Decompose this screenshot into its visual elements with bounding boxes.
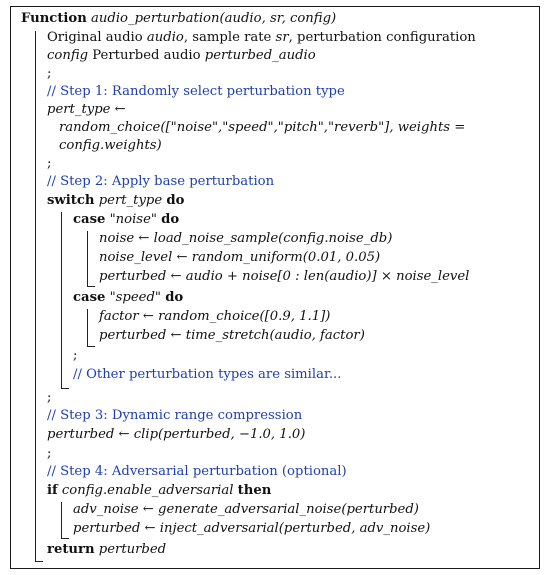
if-then: then (237, 483, 272, 498)
case-keyword: case (73, 212, 106, 227)
switch-keyword: switch (47, 193, 95, 208)
random-choice-call: random_choice(["noise","speed","pitch","reverb"], weights = (59, 120, 466, 135)
output-var: perturbed_audio (204, 48, 316, 63)
switch-variable: pert_type (98, 193, 163, 208)
case-speed-block-line (87, 309, 88, 346)
noise-level: noise_level ← random_uniform(0.01, 0.05) (99, 250, 381, 265)
return-value: perturbed (98, 542, 167, 557)
case-speed-block-end (87, 346, 95, 347)
separator: ; (47, 446, 52, 461)
clip-line: perturbed ← clip(perturbed, −1.0, 1.0) (47, 427, 306, 442)
output-config: config (47, 48, 89, 63)
case-keyword: case (73, 290, 106, 305)
comment-other: // Other perturbation types are similar... (73, 367, 342, 382)
adv-noise: adv_noise ← generate_adversarial_noise(perturbed) (73, 502, 419, 517)
speed-factor: factor ← random_choice([0.9, 1.1]) (99, 309, 331, 324)
if-block-line (61, 502, 62, 538)
adv-inject: perturbed ← inject_adversarial(perturbed, adv_noise) (73, 521, 431, 536)
input-text-e: , perturbation configuration (288, 30, 476, 45)
if-condition: config.enable_adversarial (61, 483, 234, 498)
if-keyword: if (47, 483, 58, 498)
case-value: "noise" (109, 212, 157, 227)
case-speed (73, 290, 183, 305)
if-block-end (61, 538, 69, 539)
separator: ; (73, 348, 78, 363)
input-sr: sr (275, 30, 289, 45)
case-noise-block-end (87, 286, 95, 287)
separator: ; (47, 156, 52, 171)
separator: ; (47, 66, 52, 81)
case-value: "speed" (109, 290, 161, 305)
output-description (47, 48, 316, 63)
if-statement (47, 483, 271, 498)
pert-type-assign: pert_type ← (47, 102, 126, 117)
noise-apply: perturbed ← audio + noise[0 : len(audio)] × noise_level (99, 269, 470, 284)
input-text-c: , sample rate (183, 30, 272, 45)
switch-block-end (61, 388, 69, 389)
case-do: do (161, 212, 180, 227)
comment-step2: // Step 2: Apply base perturbation (47, 174, 275, 189)
input-text-a: Original audio (47, 30, 143, 45)
switch-statement (47, 193, 184, 208)
separator: ; (47, 390, 52, 405)
return-statement (47, 542, 166, 557)
function-block-line (35, 31, 36, 561)
case-do: do (165, 290, 184, 305)
case-noise (73, 212, 179, 227)
function-signature: audio_perturbation(audio, sr, config) (91, 11, 337, 26)
function-header (21, 11, 336, 26)
algorithm-box (10, 6, 540, 569)
input-description (47, 30, 476, 45)
return-keyword: return (47, 542, 95, 557)
comment-step3: // Step 3: Dynamic range compression (47, 408, 303, 423)
comment-step4: // Step 4: Adversarial perturbation (optional) (47, 464, 347, 479)
function-block-end (35, 561, 43, 562)
output-text: Perturbed audio (92, 48, 201, 63)
noise-load: noise ← load_noise_sample(config.noise_db) (99, 231, 393, 246)
random-choice-weights: config.weights) (59, 138, 162, 153)
case-noise-block-line (87, 231, 88, 286)
input-audio: audio (146, 30, 184, 45)
switch-do: do (166, 193, 185, 208)
comment-step1: // Step 1: Randomly select perturbation type (47, 84, 345, 99)
function-keyword: Function (21, 11, 87, 26)
speed-stretch: perturbed ← time_stretch(audio, factor) (99, 328, 365, 343)
switch-block-line (61, 212, 62, 388)
